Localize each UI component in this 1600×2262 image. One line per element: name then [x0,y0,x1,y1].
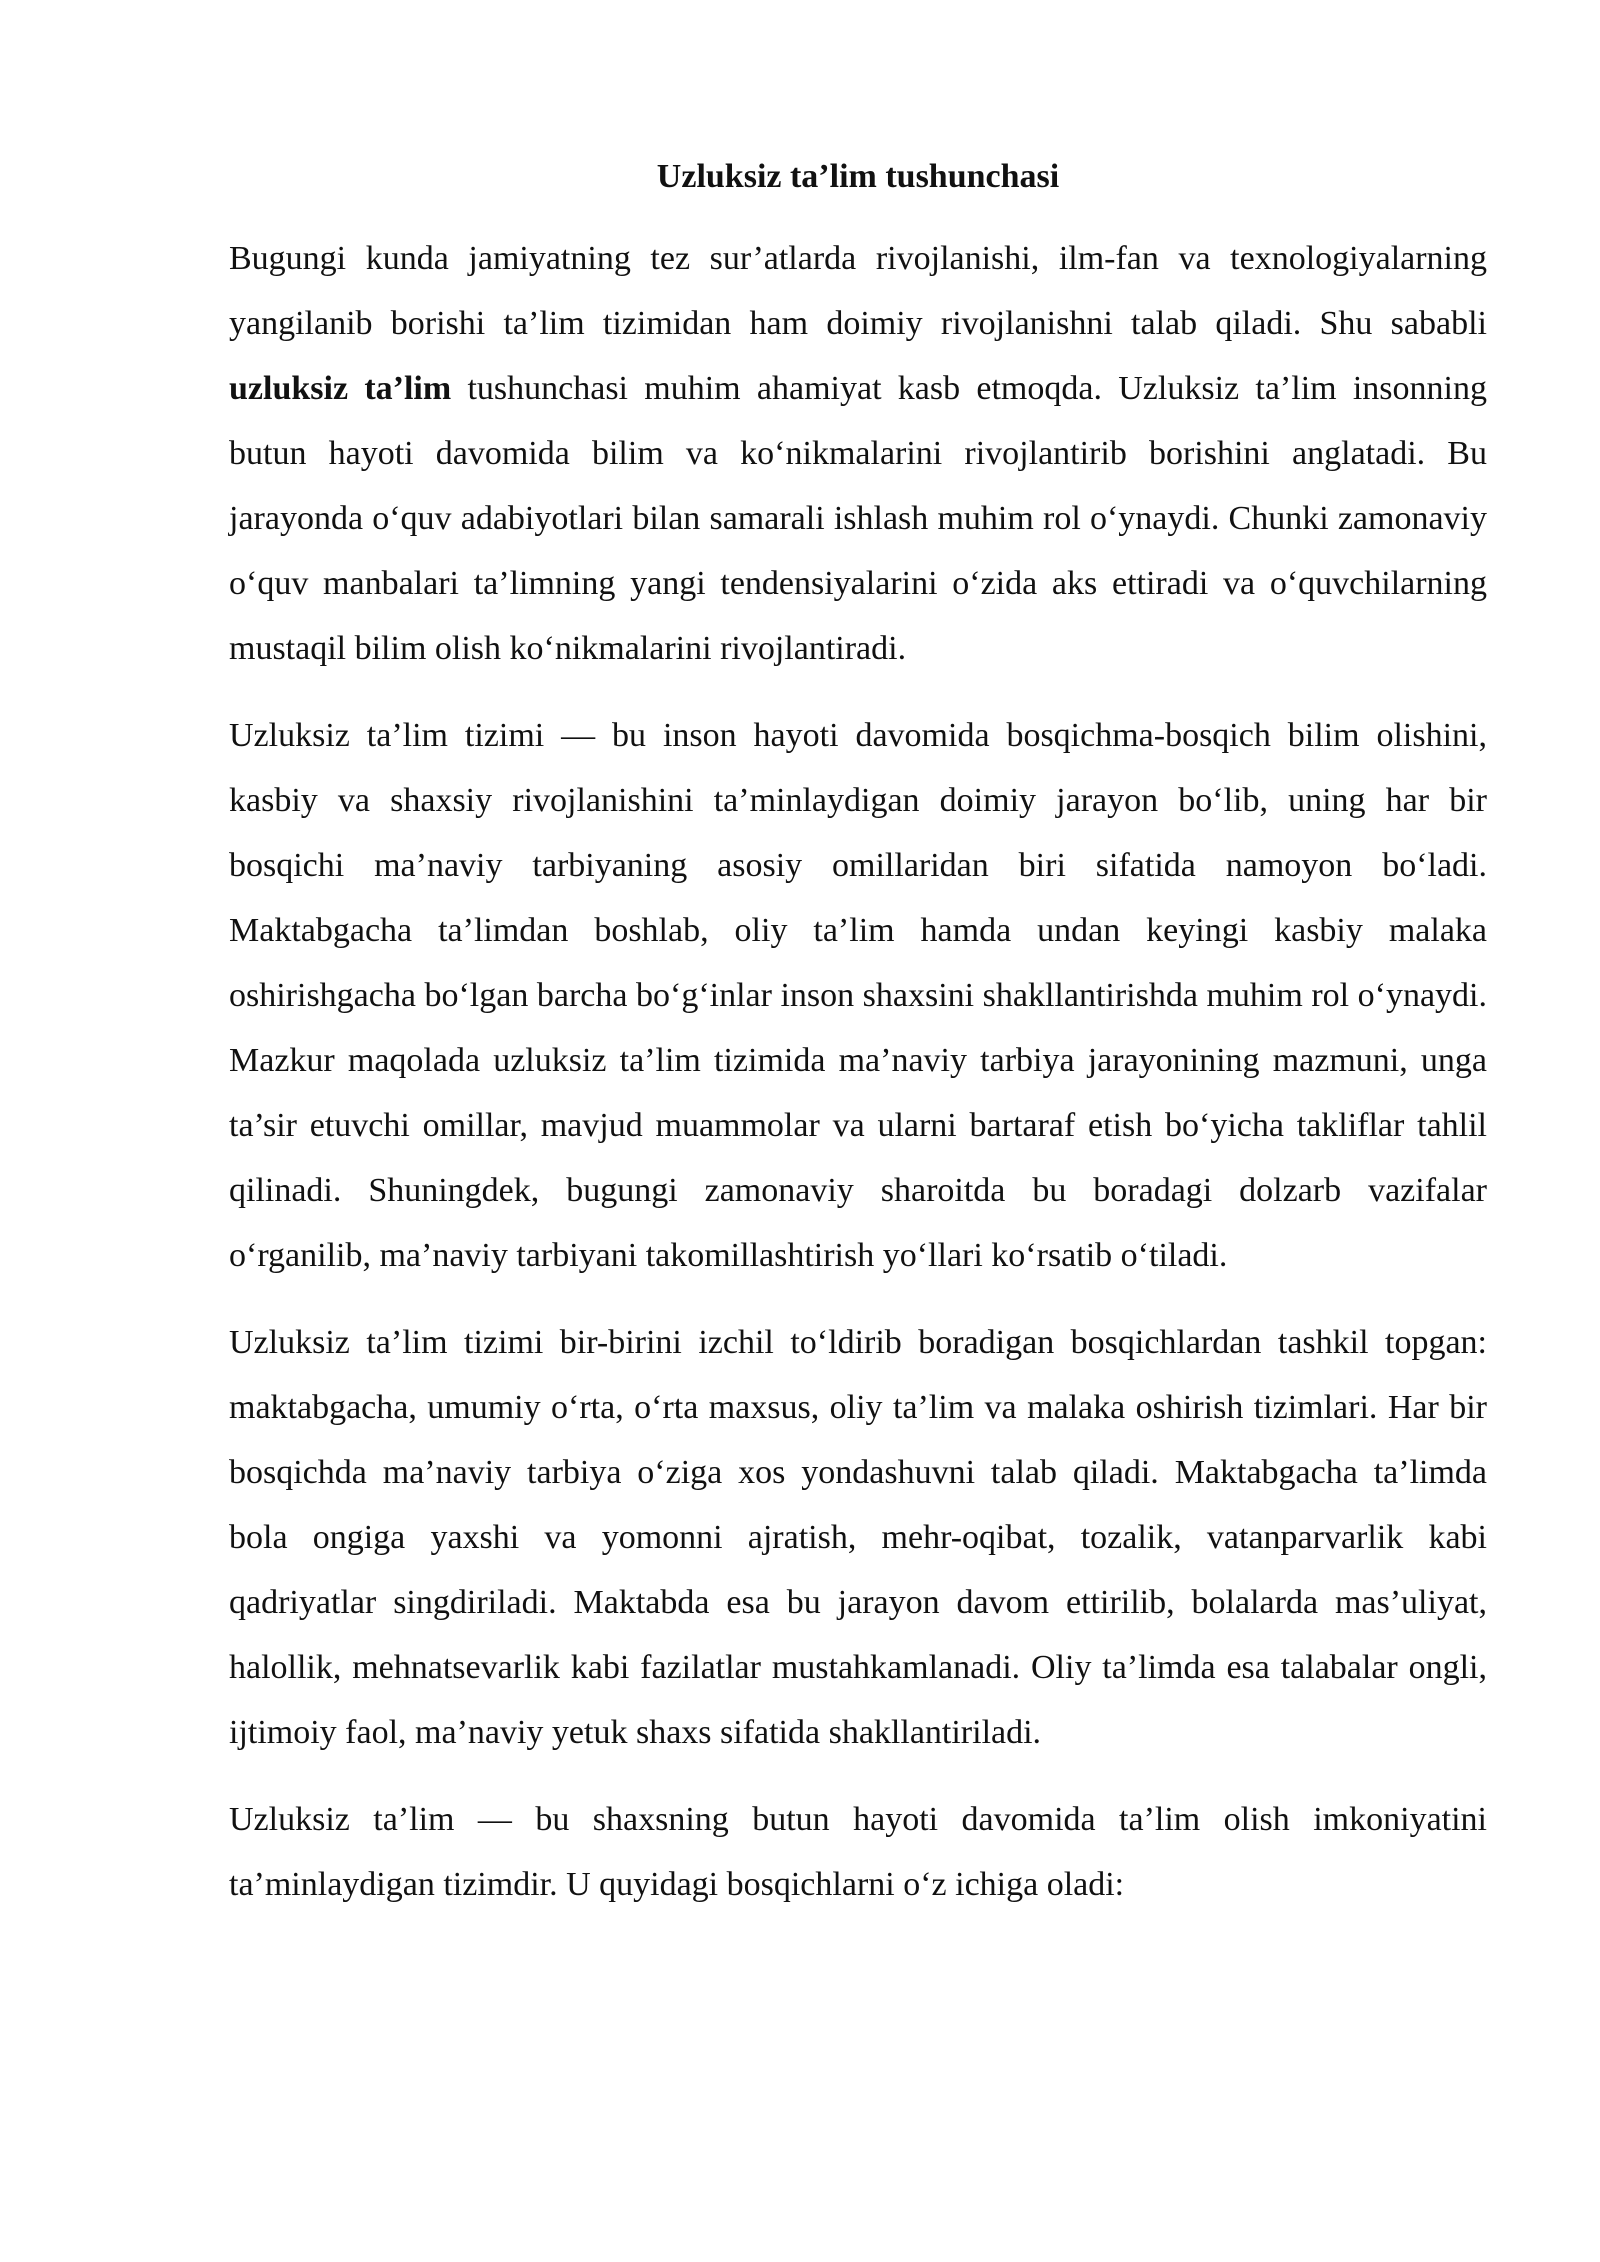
paragraph-1-text-end: tushunchasi muhim ahamiyat kasb etmoqda. Uzluksiz ta’lim insonning butun hayoti davomida bilim va ko‘nikmalarini rivojlantirib borishini anglatadi. Bu jarayonda o‘quv adabiyotlari bilan samarali ishlash muhim rol o‘ynaydi. Chunki zamonaviy o‘quv manbalari ta’limning yangi tendensiyalarini o‘zida aks ettiradi va o‘quvchilarning mustaqil bilim olish ko‘nikmalarini rivojlantiradi. [229,370,1487,667]
paragraph-3: Uzluksiz ta’lim tizimi bir-birini izchil to‘ldirib boradigan bosqichlardan tashkil topgan: maktabgacha, umumiy o‘rta, o‘rta maxsus, oliy ta’lim va malaka oshirish tizimlari. Har bir bosqichda ma’naviy tarbiya o‘ziga xos yondashuvni talab qiladi. Maktabgacha ta’limda bola ongiga yaxshi va yomonni ajratish, mehr-oqibat, tozalik, vatanparvarlik kabi qadriyatlar singdiriladi. Maktabda esa bu jarayon davom ettirilib, bolalarda mas’uliyat, halollik, mehnatsevarlik kabi fazilatlar mustahkamlanadi. Oliy ta’limda esa talabalar ongli, ijtimoiy faol, ma’naviy yetuk shaxs sifatida shakllantiriladi. [229,1324,1487,1751]
paragraph-1 [229,226,1487,681]
paragraph-2: Uzluksiz ta’lim tizimi — bu inson hayoti davomida bosqichma-bosqich bilim olishini, kasbiy va shaxsiy rivojlanishini ta’minlaydigan doimiy jarayon bo‘lib, uning har bir bosqichi ma’naviy tarbiyaning asosiy omillaridan biri sifatida namoyon bo‘ladi. Maktabgacha ta’limdan boshlab, oliy ta’lim hamda undan keyingi kasbiy malaka oshirishgacha bo‘lgan barcha bo‘g‘inlar inson shaxsini shakllantirishda muhim rol o‘ynaydi. Mazkur maqolada uzluksiz ta’lim tizimida ma’naviy tarbiya jarayonining mazmuni, unga ta’sir etuvchi omillar, mavjud muammolar va ularni bartaraf etish bo‘yicha takliflar tahlil qilinadi. Shuningdek, bugungi zamonaviy sharoitda bu boradagi dolzarb vazifalar o‘rganilib, ma’naviy tarbiyani takomillashtirish yo‘llari ko‘rsatib o‘tiladi. [229,717,1487,1274]
paragraph-1-bold-term: uzluksiz ta’lim [229,370,452,407]
document-body [229,148,1487,1939]
paragraph-1-text-start: Bugungi kunda jamiyatning tez sur’atlarda rivojlanishi, ilm-fan va texnologiyalarning yangilanib borishi ta’lim tizimidan ham doimiy rivojlanishni talab qiladi. Shu sababli [229,240,1487,342]
document-title: Uzluksiz ta’lim tushunchasi [656,158,1060,195]
paragraph-4: Uzluksiz ta’lim — bu shaxsning butun hayoti davomida ta’lim olish imkoniyatini ta’minlaydigan tizimdir. U quyidagi bosqichlarni o‘z ichiga oladi: [229,1801,1487,1903]
